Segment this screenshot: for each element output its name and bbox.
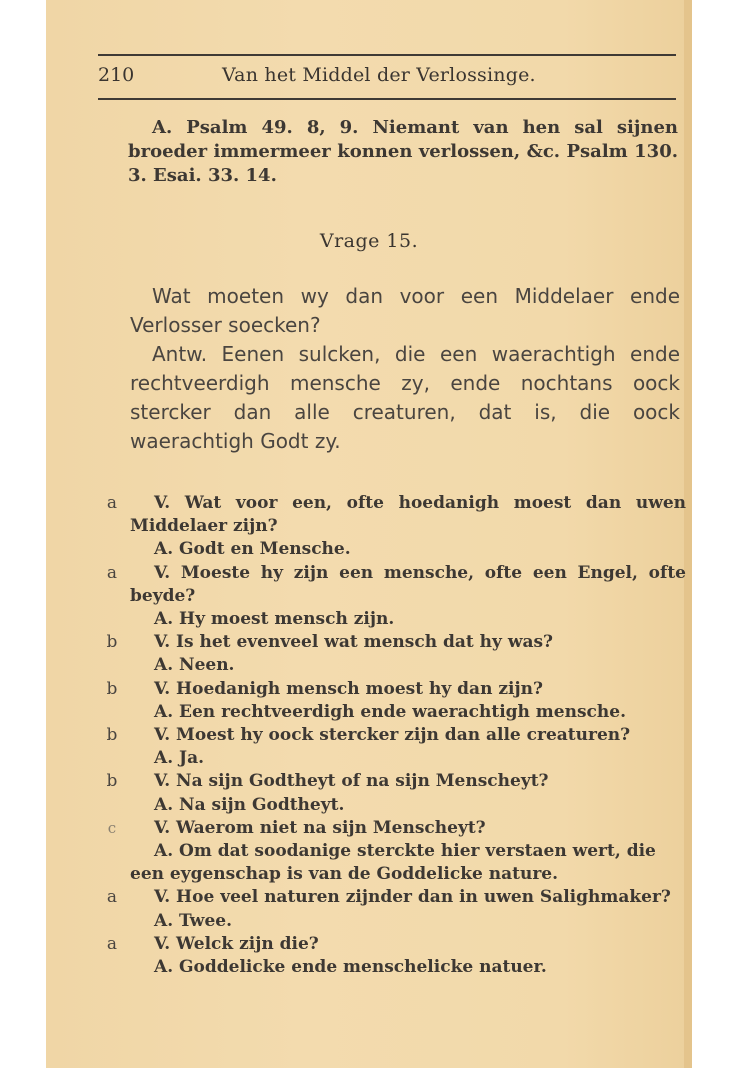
item-question: V. Hoedanigh mensch moest hy dan zijn? (154, 678, 543, 699)
item-marker: b (106, 725, 118, 746)
item-marker: b (106, 632, 118, 653)
item-marker: a (106, 562, 118, 583)
main-question-block (130, 282, 680, 456)
item-answer: A. Goddelicke ende menschelicke natuer. (154, 957, 547, 978)
item-question: V. Welck zijn die? (154, 933, 319, 954)
item-marker: a (106, 493, 118, 513)
main-answer-text: Antw. Eenen sulcken, die een waerachtigh ende rechtveerdigh mensche zy, ende nochtans oock stercker dan alle creaturen, dat is, die oock waerachtigh Godt zy. (130, 342, 680, 453)
catechism-item (100, 817, 686, 887)
item-answer: A. Na sijn Godtheyt. (154, 794, 345, 815)
item-question: V. Waerom niet na sijn Menscheyt? (154, 817, 486, 838)
item-answer: A. Twee. (154, 910, 232, 931)
item-answer: A. Een rechtveerdigh ende waerachtigh mensche. (154, 701, 626, 722)
catechism-item (100, 492, 686, 562)
item-answer: A. Godt en Mensche. (154, 539, 351, 560)
catechism-item (100, 770, 686, 816)
intro-answer-text: A. Psalm 49. 8, 9. Niemant van hen sal sijnen broeder immermeer konnen verlossen, &c. Psalm 130. 3. Esai. 33. 14. (128, 117, 678, 186)
item-answer: A. Neen. (154, 655, 235, 676)
catechism-item (100, 886, 686, 932)
item-marker: b (106, 771, 118, 792)
catechism-item (100, 933, 686, 979)
catechism-item (100, 724, 686, 770)
header-rule-top (98, 54, 676, 56)
catechism-item (100, 631, 686, 677)
main-question-text: Wat moeten wy dan voor een Middelaer ende Verlosser soecken? (130, 284, 680, 337)
catechism-item (100, 562, 686, 632)
item-answer: A. Hy moest mensch zijn. (154, 609, 395, 630)
running-title: Van het Middel der Verlossinge. (222, 64, 536, 86)
item-marker: c (107, 818, 117, 837)
item-question: V. Moeste hy zijn een mensche, ofte een Engel, ofte beyde? (130, 562, 686, 606)
item-marker: a (106, 933, 118, 954)
item-answer: A. Ja. (154, 748, 205, 769)
item-question: V. Moest hy oock stercker zijn dan alle creaturen? (154, 725, 631, 746)
header-rule-bottom (98, 98, 676, 100)
item-marker: b (106, 678, 118, 699)
intro-answer-block (128, 116, 678, 188)
catechism-list (100, 492, 686, 979)
item-question: V. Wat voor een, ofte hoedanigh moest dan uwen Middelaer zijn? (130, 493, 686, 537)
item-question: V. Hoe veel naturen zijnder dan in uwen Salighmaker? (154, 887, 671, 908)
item-marker: a (106, 887, 118, 908)
item-answer: A. Om dat soodanige sterckte hier verstaen wert, die een eygenschap is van de Goddelicke nature. (130, 841, 656, 885)
page-number: 210 (98, 64, 135, 86)
item-question: V. Is het evenveel wat mensch dat hy was? (154, 632, 553, 653)
section-title: Vrage 15. (319, 230, 419, 252)
item-question: V. Na sijn Godtheyt of na sijn Menscheyt? (154, 771, 549, 792)
catechism-item (100, 678, 686, 724)
